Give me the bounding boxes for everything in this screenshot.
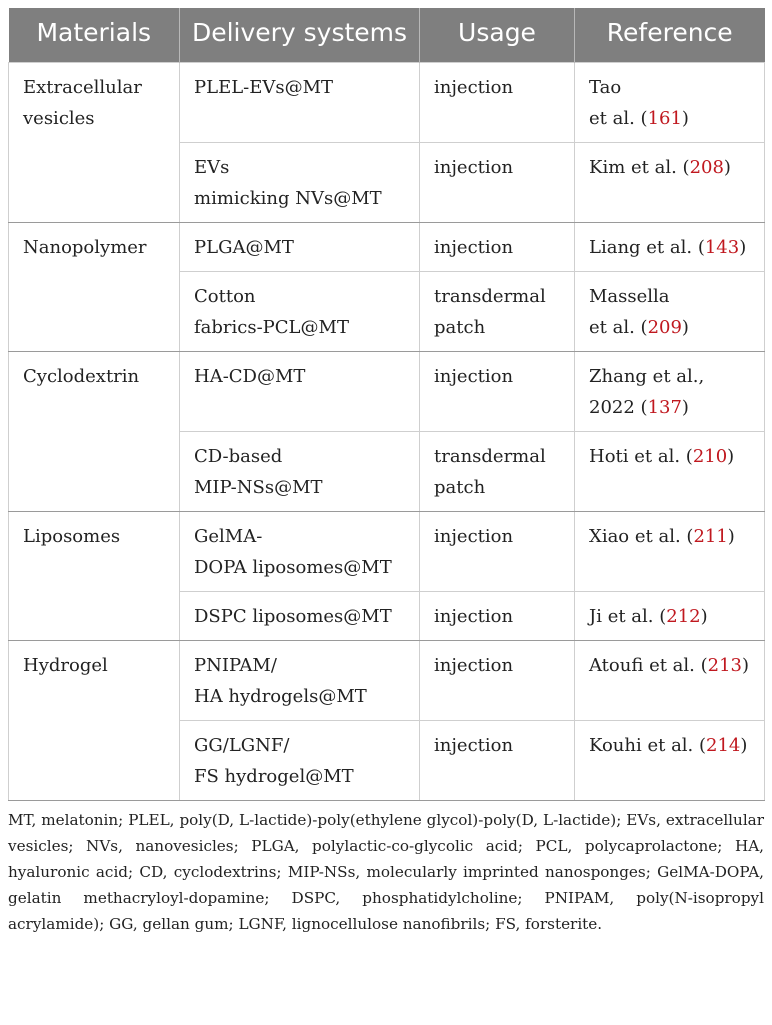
usage-cell [420,641,575,721]
delivery-system-text: PLEL-EVs@MT [194,77,334,98]
reference-author: Zhang et al., [589,366,705,387]
usage-cell [420,63,575,143]
reference-close-paren: ) [681,108,689,129]
usage-cell [420,143,575,223]
reference-number-link[interactable]: 211 [693,526,728,547]
reference-line [589,72,750,103]
delivery-system-text: HA hydrogels@MT [194,686,367,707]
delivery-system-cell [180,272,420,352]
reference-cell [575,721,765,801]
material-cell [9,352,180,512]
reference-cell [575,641,765,721]
reference-line [589,281,750,312]
delivery-system-text: MIP-NSs@MT [194,477,323,498]
header-usage: Usage [420,8,575,63]
reference-close-paren: ) [700,606,708,627]
header-row [9,8,765,63]
reference-author: Kim et al. ( [589,157,690,178]
reference-author: Kouhi et al. ( [589,735,707,756]
reference-line [589,312,750,343]
material-cell [9,512,180,641]
reference-close-paren: ) [723,157,731,178]
reference-close-paren: ) [740,735,748,756]
usage-cell [420,592,575,641]
reference-number-link[interactable]: 208 [689,157,724,178]
reference-line [589,730,750,761]
delivery-system-text: Cotton [194,286,256,307]
delivery-system-text: PLGA@MT [194,237,294,258]
material-label: Cyclodextrin [23,366,140,387]
usage-text: transdermal [434,446,546,467]
reference-cell [575,63,765,143]
reference-line [589,232,750,263]
table-row [9,223,765,272]
reference-cell [575,272,765,352]
usage-cell [420,272,575,352]
usage-text: injection [434,606,514,627]
delivery-system-text: GelMA- [194,526,263,547]
reference-line [589,361,750,392]
usage-cell [420,512,575,592]
header-delivery-systems: Delivery systems [180,8,420,63]
reference-line [589,103,750,134]
reference-number-link[interactable]: 209 [647,317,682,338]
material-cell [9,223,180,352]
reference-line [589,152,750,183]
delivery-system-cell [180,223,420,272]
delivery-system-text: EVs [194,157,230,178]
reference-close-paren: ) [681,397,689,418]
delivery-system-text: PNIPAM/ [194,655,277,676]
delivery-system-cell [180,721,420,801]
usage-cell [420,721,575,801]
usage-text: injection [434,366,514,387]
reference-close-paren: ) [739,237,747,258]
reference-cell [575,223,765,272]
delivery-system-text: HA-CD@MT [194,366,306,387]
reference-author: et al. ( [589,108,648,129]
delivery-system-cell [180,512,420,592]
reference-author: Hoti et al. ( [589,446,693,467]
table-row [9,512,765,592]
material-cell [9,641,180,801]
usage-text: injection [434,655,514,676]
material-label: vesicles [23,108,95,129]
reference-number-link[interactable]: 214 [706,735,741,756]
usage-text: transdermal [434,286,546,307]
material-label: Extracellular [23,77,142,98]
usage-text: injection [434,526,514,547]
reference-number-link[interactable]: 137 [647,397,682,418]
reference-number-link[interactable]: 143 [704,237,740,258]
delivery-system-cell [180,352,420,432]
reference-number-link[interactable]: 212 [666,606,701,627]
table-row [9,63,765,143]
reference-cell [575,592,765,641]
reference-close-paren: ) [681,317,689,338]
reference-number-link[interactable]: 213 [707,655,742,676]
reference-close-paren: ) [742,655,750,676]
material-label: Liposomes [23,526,121,547]
delivery-system-cell [180,432,420,512]
reference-cell [575,143,765,223]
reference-line [589,441,750,472]
reference-author: Massella [589,286,670,307]
header-materials: Materials [9,8,180,63]
usage-text: patch [434,317,486,338]
usage-text: injection [434,157,514,178]
reference-line [589,601,750,632]
reference-author: et al. ( [589,317,648,338]
usage-cell [420,223,575,272]
material-label: Nanopolymer [23,237,147,258]
header-reference: Reference [575,8,765,63]
usage-text: patch [434,477,486,498]
delivery-system-cell [180,592,420,641]
usage-text: injection [434,735,514,756]
delivery-system-cell [180,63,420,143]
table-container [8,8,764,952]
usage-cell [420,432,575,512]
reference-number-link[interactable]: 161 [647,108,682,129]
delivery-system-text: mimicking NVs@MT [194,188,382,209]
delivery-system-text: FS hydrogel@MT [194,766,354,787]
reference-line [589,392,750,423]
reference-author: Atoufi et al. ( [589,655,708,676]
reference-line [589,521,750,552]
reference-author: Ji et al. ( [589,606,667,627]
usage-cell [420,352,575,432]
materials-table [8,8,765,801]
delivery-system-cell [180,641,420,721]
table-body [9,63,765,801]
reference-author: Xiao et al. ( [589,526,694,547]
delivery-system-text: fabrics-PCL@MT [194,317,349,338]
reference-author: Liang et al. ( [589,237,705,258]
delivery-system-text: DOPA liposomes@MT [194,557,392,578]
reference-close-paren: ) [727,446,735,467]
table-footnote: MT, melatonin; PLEL, poly(D, L-lactide)-poly(ethylene glycol)-poly(D, L-lactide); EVs, extracellular vesicles; NVs, nanovesicles; PLGA, polylactic-co-glycolic acid; PCL, polycaprolactone; HA, hyaluronic acid; CD, cyclodextrins; MIP-NSs, molecularly imprinted nanosponges; GelMA-DOPA, gelatin methacryloyl-dopamine; DSPC, phosphatidylcholine; PNIPAM, poly(N-isopropyl acrylamide); GG, gellan gum; LGNF, lignocellulose nanofibrils; FS, forsterite. [8,811,764,933]
delivery-system-text: GG/LGNF/ [194,735,290,756]
usage-text: injection [434,77,514,98]
reference-line [589,650,750,681]
reference-author: 2022 ( [589,397,648,418]
material-label: Hydrogel [23,655,108,676]
table-row [9,641,765,721]
delivery-system-text: CD-based [194,446,283,467]
reference-author: Tao [589,77,622,98]
delivery-system-text: DSPC liposomes@MT [194,606,392,627]
delivery-system-cell [180,143,420,223]
table-row [9,352,765,432]
reference-close-paren: ) [727,526,735,547]
reference-cell [575,512,765,592]
reference-cell [575,352,765,432]
reference-cell [575,432,765,512]
usage-text: injection [434,237,514,258]
reference-number-link[interactable]: 210 [692,446,728,467]
material-cell [9,63,180,223]
